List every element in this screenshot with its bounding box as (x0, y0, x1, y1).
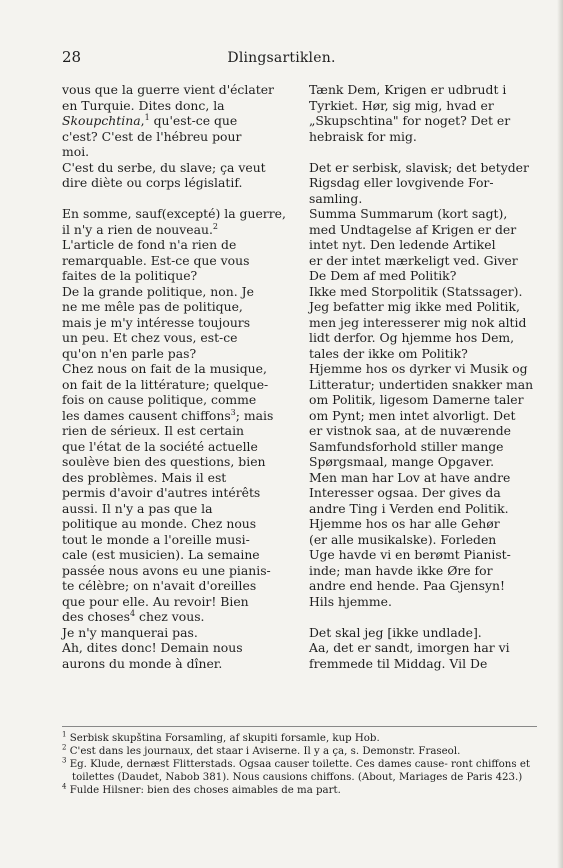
text-segment: remarquable. Est-ce que vous (62, 252, 250, 268)
footnote (62, 745, 537, 758)
text-line (309, 516, 537, 532)
text-line (309, 547, 537, 563)
text-segment: cale (est musicien). La semaine (62, 547, 260, 562)
text-segment: les dames causent chiffons (62, 407, 231, 423)
blank-line (62, 191, 298, 207)
text-segment: moi. (62, 144, 90, 159)
text-line (309, 253, 537, 269)
text-line (62, 268, 298, 284)
text-segment: Det skal jeg [ikke undlade]. (309, 624, 482, 640)
footnote (62, 732, 537, 745)
text-segment: Ikke med Storpolitik (Statssager). (309, 283, 523, 299)
text-segment: Det er serbisk, slavisk; det betyder (309, 159, 529, 175)
text-segment: que l'état de la société actuelle (62, 438, 258, 454)
text-segment: ne me mêle pas de politique, (62, 299, 243, 314)
text-line (309, 594, 537, 610)
text-segment: on fait de la littérature; quelque- (62, 376, 269, 392)
text-line (62, 98, 298, 114)
text-segment: en Turquie. Dites donc, la (62, 97, 225, 113)
text-segment: De Dem af med Politik? (309, 268, 457, 283)
text-segment: Hjemme hos os dyrker vi Musik og (309, 361, 528, 376)
footnote (62, 784, 537, 797)
text-segment: mais je m'y intéresse toujours (62, 314, 251, 330)
text-segment: lidt derfor. Og hjemme hos Dem, (309, 330, 515, 345)
text-line (309, 129, 537, 145)
text-line (309, 532, 537, 548)
text-line (62, 377, 298, 393)
text-line (62, 423, 298, 439)
text-segment: Je n'y manquerai pas. (62, 624, 198, 640)
paragraph-line (62, 625, 298, 641)
text-segment: tout le monde a l'oreille musi- (62, 531, 250, 547)
footnote-rule (62, 726, 537, 727)
text-segment: Spørgsmaal, mange Opgaver. (309, 454, 495, 469)
text-line (309, 563, 537, 579)
text-segment: passée nous avons eu une pianis- (62, 562, 271, 578)
text-segment: Hils hjemme. (309, 593, 392, 609)
text-line (62, 485, 298, 501)
paragraph-line (62, 284, 298, 300)
paragraph-line (62, 160, 298, 176)
text-segment: Chez nous on fait de la musique, (62, 361, 267, 376)
text-line (309, 330, 537, 346)
french-column (62, 82, 298, 671)
text-line (62, 315, 298, 331)
text-line (62, 454, 298, 470)
paragraph-line (62, 82, 298, 98)
text-segment: qu'est-ce que (149, 113, 238, 128)
text-line (62, 299, 298, 315)
blank-line (309, 144, 537, 160)
text-segment: samling. (309, 190, 363, 206)
text-segment: er vistnok saa, at de nuværende (309, 423, 512, 438)
text-line (309, 175, 537, 191)
text-line (309, 578, 537, 594)
text-line (62, 563, 298, 579)
text-line (309, 237, 537, 253)
footnote-mark: 2 (62, 743, 67, 752)
text-segment: En somme, sauf(excepté) la guerre, (62, 206, 286, 221)
footnote-text: Serbisk skupština Forsamling, af skupiti forsamle, kup Hob. (69, 733, 380, 744)
text-segment: med Undtagelse af Krigen er der (309, 221, 517, 237)
text-segment: , (140, 113, 145, 128)
text-segment: Hjemme hos os har alle Gehør (309, 516, 500, 531)
text-segment: politique au monde. Chez nous (62, 516, 257, 531)
text-segment: „Skupschtina" for noget? Det er (309, 113, 511, 128)
danish-column (309, 82, 537, 671)
text-line (309, 191, 537, 207)
text-segment: des problèmes. Mais il est (62, 469, 227, 485)
text-segment: De la grande politique, non. Je (62, 283, 254, 299)
footnote-ref: 3 (230, 407, 236, 417)
text-line (309, 454, 537, 470)
paragraph-line (62, 640, 298, 656)
text-line (62, 470, 298, 486)
footnote-ref: 1 (144, 112, 150, 122)
footnote-mark: 1 (62, 730, 67, 739)
page-number: 28 (62, 48, 82, 66)
text-line (309, 470, 537, 486)
text-segment: vous que la guerre vient d'éclater (62, 82, 274, 97)
text-line (62, 516, 298, 532)
text-line (62, 253, 298, 269)
footnote-text: Eg. Klude, dernæst Flitterstads. Ogsaa causer toilette. Ces dames cause- ront chiffons et toilettes (Daudet, Nabob 381). Nous causions chiffons. (About, Mariages de Paris 423.) (69, 759, 530, 783)
text-segment: om Pynt; men intet alvorligt. Det (309, 407, 516, 423)
footnote-text: C'est dans les journaux, det staar i Aviserne. Il y a ça, s. Demonstr. Fraseol. (69, 746, 461, 757)
footnote-text: Fulde Hilsner: bien des choses aimables de ma part. (69, 785, 341, 796)
text-line (309, 346, 537, 362)
text-segment: Aa, det er sandt, imorgen har vi (309, 640, 510, 655)
text-segment: que pour elle. Au revoir! Bien (62, 593, 249, 609)
text-segment: Tyrkiet. Hør, sig mig, hvad er (309, 97, 494, 113)
text-line (62, 392, 298, 408)
text-line (309, 222, 537, 238)
text-line (62, 578, 298, 594)
text-segment: Uge havde vi en berømt Pianist- (309, 547, 511, 562)
text-line (309, 268, 537, 284)
text-segment: permis d'avoir d'autres intérêts (62, 485, 261, 500)
text-line (309, 501, 537, 517)
text-line (309, 361, 537, 377)
text-line (309, 160, 537, 176)
text-line (309, 408, 537, 424)
text-segment: rien de sérieux. Il est certain (62, 423, 245, 438)
text-segment: Interesser ogsaa. Der gives da (309, 485, 501, 500)
text-segment: qu'on n'en parle pas? (62, 345, 197, 361)
text-line (62, 439, 298, 455)
text-segment: c'est? C'est de l'hébreu pour (62, 128, 242, 144)
text-line (62, 532, 298, 548)
text-line (309, 284, 537, 300)
blank-line (309, 609, 537, 625)
text-line (309, 299, 537, 315)
text-line (309, 315, 537, 331)
text-segment: ; mais (235, 407, 274, 423)
text-line (309, 113, 537, 129)
text-line (62, 330, 298, 346)
text-segment: aussi. Il n'y a pas que la (62, 500, 213, 516)
text-line (62, 129, 298, 145)
text-segment: te célèbre; on n'avait d'oreilles (62, 578, 257, 593)
text-segment: Jeg befatter mig ikke med Politik, (309, 299, 520, 314)
text-segment: Tænk Dem, Krigen er udbrudt i (309, 82, 507, 97)
text-line (62, 144, 298, 160)
text-segment: men jeg interesserer mig nok altid (309, 314, 527, 330)
text-line (62, 237, 298, 253)
text-segment: andre end hende. Paa Gjensyn! (309, 578, 505, 593)
page-edge-shadow (557, 0, 563, 868)
text-line (62, 609, 298, 625)
text-line (309, 656, 537, 672)
text-line (309, 82, 537, 98)
text-line (309, 377, 537, 393)
text-segment: soulève bien des questions, bien (62, 454, 266, 469)
text-segment: Rigsdag eller lovgivende For- (309, 175, 494, 190)
text-line (62, 501, 298, 517)
text-line (309, 485, 537, 501)
text-segment: Ah, dites donc! Demain nous (62, 640, 243, 655)
text-segment: inde; man havde ikke Øre for (309, 562, 493, 578)
footnote-ref: 4 (130, 608, 136, 618)
text-segment: andre Ting i Verden end Politik. (309, 500, 509, 516)
text-segment: un peu. Et chez vous, est-ce (62, 330, 238, 345)
footnote-mark: 3 (62, 756, 67, 765)
text-segment: er der intet mærkeligt ved. Giver (309, 252, 518, 268)
text-line (62, 656, 298, 672)
text-segment: chez vous. (135, 609, 205, 624)
footnote (62, 758, 537, 784)
text-line (309, 625, 537, 641)
text-segment: om Politik, ligesom Damerne taler (309, 392, 524, 407)
text-segment: (er alle musikalske). Forleden (309, 531, 497, 547)
text-segment: tales der ikke om Politik? (309, 345, 468, 361)
text-line (309, 206, 537, 222)
text-segment: C'est du serbe, du slave; ça veut (62, 159, 266, 175)
text-segment: Summa Summarum (kort sagt), (309, 206, 508, 221)
text-segment: dire diète ou corps législatif. (62, 175, 243, 190)
text-segment: des choses (62, 609, 130, 624)
text-segment: Litteratur; undertiden snakker man (309, 376, 534, 392)
text-segment: fois on cause politique, comme (62, 392, 257, 407)
text-segment: faites de la politique? (62, 268, 198, 283)
paragraph-line (62, 361, 298, 377)
text-segment: Men man har Lov at have andre (309, 469, 511, 485)
text-line (62, 408, 298, 424)
text-line (62, 547, 298, 563)
paragraph-line (62, 206, 298, 222)
text-segment: il n'y a rien de nouveau. (62, 221, 213, 237)
text-line (309, 640, 537, 656)
running-title: Dlingsartiklen. (227, 50, 336, 66)
text-line (62, 222, 298, 238)
text-line (62, 113, 298, 129)
footnote-ref: 2 (212, 221, 219, 231)
text-line (62, 594, 298, 610)
text-line (62, 346, 298, 362)
footnotes (62, 732, 537, 797)
text-segment: aurons du monde à dîner. (62, 655, 223, 671)
text-line (62, 175, 298, 191)
italic-term: Skoupchtina (62, 113, 141, 128)
text-segment: Samfundsforhold stiller mange (309, 438, 504, 454)
text-segment: fremmede til Middag. Vil De (309, 655, 488, 671)
text-segment: hebraisk for mig. (309, 128, 417, 144)
text-line (309, 439, 537, 455)
text-segment: L'article de fond n'a rien de (62, 237, 237, 252)
text-line (309, 392, 537, 408)
text-line (309, 423, 537, 439)
footnote-mark: 4 (62, 782, 67, 791)
text-line (309, 98, 537, 114)
text-segment: intet nyt. Den ledende Artikel (309, 237, 496, 252)
